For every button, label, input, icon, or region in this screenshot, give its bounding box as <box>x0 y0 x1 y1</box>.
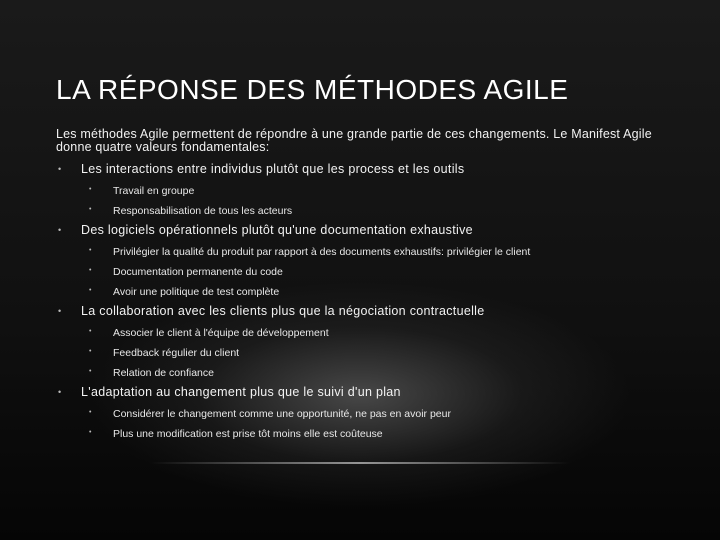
bullet-icon: • <box>89 287 92 294</box>
sub-item <box>81 362 676 382</box>
bullet-icon: • <box>89 409 92 416</box>
bullet-icon: • <box>89 267 92 274</box>
sub-item-label: Plus une modification est prise tôt moins elle est coûteuse <box>113 428 383 440</box>
sub-item-label: Documentation permanente du code <box>113 266 283 278</box>
bullet-icon: • <box>89 368 92 375</box>
value-label: La collaboration avec les clients plus que la négociation contractuelle <box>81 304 485 318</box>
sub-item <box>81 200 676 220</box>
intro-paragraph: Les méthodes Agile permettent de répondre à une grande partie de ces changements. Le Manifest Agile donne quatre valeurs fondamentales: <box>56 127 652 154</box>
sub-list <box>81 241 676 301</box>
bullet-icon: • <box>58 387 62 397</box>
sub-item <box>81 241 676 261</box>
bullet-icon: • <box>58 306 62 316</box>
bullet-icon: • <box>89 328 92 335</box>
sub-item-label: Responsabilisation de tous les acteurs <box>113 205 293 217</box>
bullet-icon: • <box>89 186 92 193</box>
sub-item <box>81 342 676 362</box>
sub-item-label: Travail en groupe <box>113 185 195 197</box>
sub-item <box>81 403 676 423</box>
sub-item <box>81 423 676 443</box>
value-item <box>56 159 676 220</box>
value-item <box>56 220 676 301</box>
value-label: Des logiciels opérationnels plutôt qu'une documentation exhaustive <box>81 223 473 237</box>
decorative-glow-line <box>150 462 570 464</box>
sub-item <box>81 180 676 200</box>
sub-item <box>81 322 676 342</box>
bullet-icon: • <box>58 164 62 174</box>
bullet-icon: • <box>89 206 92 213</box>
sub-item-label: Relation de confiance <box>113 367 214 379</box>
slide-title: LA RÉPONSE DES MÉTHODES AGILE <box>56 74 569 105</box>
sub-item-label: Feedback régulier du client <box>113 347 240 359</box>
sub-item <box>81 281 676 301</box>
value-item <box>56 301 676 382</box>
bullet-icon: • <box>89 429 92 436</box>
sub-list <box>81 322 676 382</box>
sub-item-label: Associer le client à l'équipe de développement <box>113 327 329 339</box>
sub-item-label: Avoir une politique de test complète <box>113 286 280 298</box>
value-label: L'adaptation au changement plus que le suivi d'un plan <box>81 385 401 399</box>
value-item <box>56 382 676 443</box>
sub-list <box>81 403 676 443</box>
bullet-icon: • <box>89 348 92 355</box>
sub-item-label: Considérer le changement comme une opportunité, ne pas en avoir peur <box>113 408 451 420</box>
values-list <box>56 159 676 443</box>
sub-list <box>81 180 676 220</box>
bullet-icon: • <box>58 225 62 235</box>
bullet-icon: • <box>89 247 92 254</box>
slide-body <box>56 128 676 443</box>
value-label: Les interactions entre individus plutôt que les process et les outils <box>81 162 465 176</box>
sub-item-label: Privilégier la qualité du produit par rapport à des documents exhaustifs: privilégier le client <box>113 246 531 258</box>
sub-item <box>81 261 676 281</box>
